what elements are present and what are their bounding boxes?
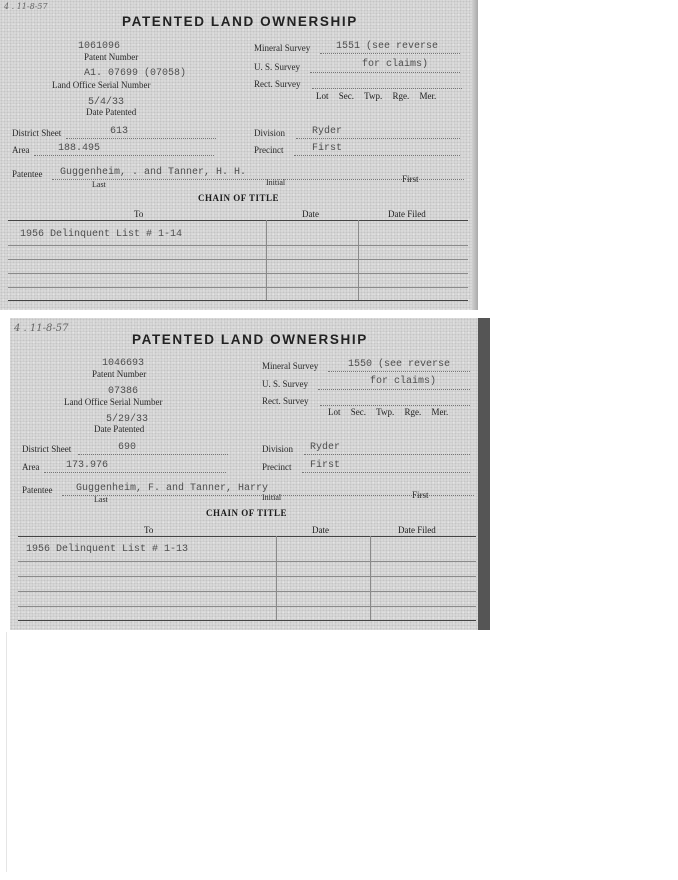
rect-survey-columns: Lot Sec. Twp. Rge. Mer.: [328, 407, 449, 417]
precinct-label: Precinct: [254, 145, 284, 155]
patentee-first-label: First: [402, 174, 419, 184]
column-header-date-filed: Date Filed: [398, 525, 436, 535]
serial-number-label: Land Office Serial Number: [52, 80, 151, 90]
division-value: Ryder: [312, 126, 343, 137]
area-value: 188.495: [58, 143, 101, 154]
column-header-to: To: [134, 209, 144, 219]
division-label: Division: [254, 128, 286, 138]
card-title: PATENTED LAND OWNERSHIP: [122, 14, 358, 29]
precinct-value: First: [310, 460, 341, 471]
patentee-initial-label: Initial: [266, 178, 286, 187]
table-row-to: 1956 Delinquent List # 1-14: [20, 229, 183, 240]
mineral-survey-value: 1551 (see reverse: [336, 41, 439, 52]
precinct-value: First: [312, 143, 343, 154]
ownership-card-1: [0, 0, 478, 310]
district-sheet-value: 690: [118, 442, 137, 453]
column-header-date: Date: [312, 525, 329, 535]
rect-survey-label: Rect. Survey: [262, 396, 309, 406]
mineral-survey-value: 1550 (see reverse: [348, 359, 451, 370]
us-survey-label: U. S. Survey: [262, 379, 309, 389]
mineral-survey-label: Mineral Survey: [254, 43, 311, 53]
dark-edge: [478, 318, 490, 630]
area-label: Area: [12, 145, 30, 155]
corner-note: 4 . 11-8-57: [14, 323, 69, 334]
column-header-date: Date: [302, 209, 319, 219]
mineral-survey-label: Mineral Survey: [262, 361, 319, 371]
patentee-label: Patentee: [12, 169, 43, 179]
page-margin-line: [6, 632, 7, 872]
rect-survey-columns: Lot Sec. Twp. Rge. Mer.: [316, 91, 437, 101]
patent-number-value: 1046693: [102, 358, 145, 369]
us-survey-label: U. S. Survey: [254, 62, 301, 72]
serial-number-value: A1. 07699 (07058): [84, 68, 187, 79]
rect-survey-label: Rect. Survey: [254, 79, 301, 89]
serial-number-label: Land Office Serial Number: [64, 397, 163, 407]
chain-of-title-heading: CHAIN OF TITLE: [198, 193, 280, 203]
date-patented-value: 5/29/33: [106, 414, 149, 425]
table-row-to: 1956 Delinquent List # 1-13: [26, 544, 189, 555]
division-value: Ryder: [310, 442, 341, 453]
patent-number-label: Patent Number: [84, 52, 139, 62]
column-header-to: To: [144, 525, 154, 535]
us-survey-value: for claims): [362, 59, 429, 70]
patentee-value: Guggenheim, F. and Tanner, Harry: [76, 483, 269, 494]
district-sheet-value: 613: [110, 126, 129, 137]
column-header-date-filed: Date Filed: [388, 209, 426, 219]
precinct-label: Precinct: [262, 462, 292, 472]
patentee-last-label: Last: [94, 495, 108, 504]
district-sheet-label: District Sheet: [12, 128, 62, 138]
date-patented-value: 5/4/33: [88, 97, 125, 108]
patentee-last-label: Last: [92, 180, 106, 189]
serial-number-value: 07386: [108, 386, 139, 397]
area-value: 173.976: [66, 460, 109, 471]
district-sheet-label: District Sheet: [22, 444, 72, 454]
chain-of-title-heading: CHAIN OF TITLE: [206, 508, 288, 518]
date-patented-label: Date Patented: [86, 107, 137, 117]
us-survey-value: for claims): [370, 376, 437, 387]
area-label: Area: [22, 462, 40, 472]
patent-number-value: 1061096: [78, 41, 121, 52]
patentee-initial-label: Initial: [262, 493, 282, 502]
patentee-label: Patentee: [22, 485, 53, 495]
ownership-card-2: [10, 318, 490, 630]
patentee-value: Guggenheim, . and Tanner, H. H.: [60, 167, 247, 178]
torn-edge: [472, 0, 478, 310]
patentee-first-label: First: [412, 490, 429, 500]
card-title: PATENTED LAND OWNERSHIP: [132, 332, 368, 347]
corner-note: 4 . 11-8-57: [4, 2, 48, 11]
date-patented-label: Date Patented: [94, 424, 145, 434]
patent-number-label: Patent Number: [92, 369, 147, 379]
division-label: Division: [262, 444, 294, 454]
